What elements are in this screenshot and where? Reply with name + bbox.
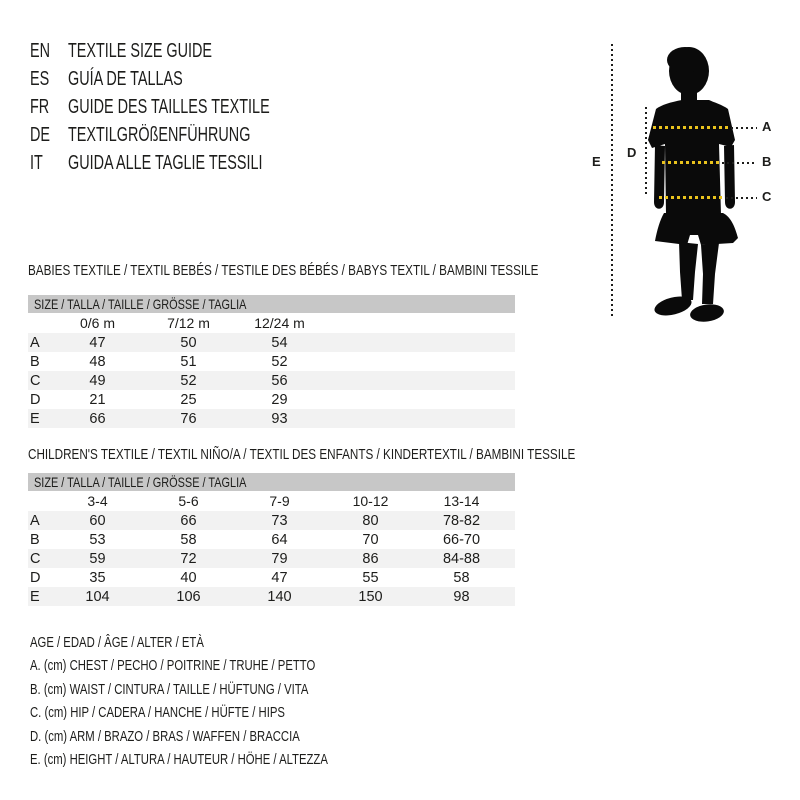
size-value-cell: 58 xyxy=(180,531,197,548)
size-value-cell: 140 xyxy=(267,588,292,605)
size-value-cell: 150 xyxy=(358,588,383,605)
child-silhouette-image xyxy=(635,42,745,322)
babies-size-table xyxy=(28,295,515,428)
size-value-cell: 76 xyxy=(180,410,197,427)
size-value-cell: 54 xyxy=(271,334,288,351)
lang-code: IT xyxy=(30,151,43,174)
size-value-cell: 79 xyxy=(271,550,288,567)
measure-label-e: E xyxy=(592,154,601,169)
arm-measure-line-d xyxy=(645,107,647,195)
babies-size-header-bar xyxy=(28,295,515,313)
size-value-cell: 52 xyxy=(271,353,288,370)
size-header-label: SIZE / TALLA / TAILLE / GRÖSSE / TAGLIA xyxy=(34,474,247,490)
legend-waist: B. (cm) WAIST / CINTURA / TAILLE / HÜFTUNG / VITA xyxy=(30,681,309,698)
chest-measure-line-a xyxy=(653,126,729,129)
size-value-cell: 106 xyxy=(176,588,201,605)
size-value-cell: 48 xyxy=(89,353,106,370)
size-value-cell: 59 xyxy=(89,550,106,567)
children-section-title: CHILDREN'S TEXTILE / TEXTIL NIÑO/A / TEXTIL DES ENFANTS / KINDERTEXTIL / BAMBINI TESSILE xyxy=(28,446,576,463)
size-value-cell: 60 xyxy=(89,512,106,529)
children-column-header: 7-9 xyxy=(269,493,290,509)
chest-leader-line-a xyxy=(731,127,757,129)
babies-column-header: 7/12 m xyxy=(167,315,210,331)
row-label: C xyxy=(30,550,41,567)
size-value-cell: 51 xyxy=(180,353,197,370)
size-value-cell: 49 xyxy=(89,372,106,389)
babies-row-E xyxy=(28,409,515,428)
size-value-cell: 86 xyxy=(362,550,379,567)
lang-code: EN xyxy=(30,39,51,62)
children-column-header: 10-12 xyxy=(352,493,389,509)
children-size-table xyxy=(28,473,515,606)
legend-age: AGE / EDAD / ÂGE / ALTER / ETÀ xyxy=(30,634,204,651)
size-value-cell: 64 xyxy=(271,531,288,548)
measurement-figure xyxy=(0,0,800,340)
waist-measure-line-b xyxy=(662,161,719,164)
size-value-cell: 58 xyxy=(453,569,470,586)
babies-row-D xyxy=(28,390,515,409)
children-size-header-bar xyxy=(28,473,515,491)
guide-title-de: TEXTILGRÖßENFÜHRUNG xyxy=(68,123,251,146)
row-label: A xyxy=(30,512,40,529)
size-header-label: SIZE / TALLA / TAILLE / GRÖSSE / TAGLIA xyxy=(34,296,247,312)
row-label: D xyxy=(30,391,41,408)
size-value-cell: 66 xyxy=(89,410,106,427)
babies-row-A xyxy=(28,333,515,352)
babies-section-title: BABIES TEXTILE / TEXTIL BEBÉS / TESTILE DES BÉBÉS / BABYS TEXTIL / BAMBINI TESSILE xyxy=(28,262,539,279)
size-value-cell: 47 xyxy=(89,334,106,351)
hip-leader-line-c xyxy=(726,197,757,199)
size-value-cell: 72 xyxy=(180,550,197,567)
babies-row-B xyxy=(28,352,515,371)
row-label: B xyxy=(30,353,40,370)
guide-title-it: GUIDA ALLE TAGLIE TESSILI xyxy=(68,151,263,174)
size-value-cell: 47 xyxy=(271,569,288,586)
size-value-cell: 52 xyxy=(180,372,197,389)
size-value-cell: 50 xyxy=(180,334,197,351)
lang-code: DE xyxy=(30,123,51,146)
babies-column-header: 0/6 m xyxy=(79,315,115,331)
size-value-cell: 66-70 xyxy=(442,531,481,548)
children-column-header: 5-6 xyxy=(178,493,199,509)
size-value-cell: 73 xyxy=(271,512,288,529)
row-label: D xyxy=(30,569,41,586)
size-value-cell: 80 xyxy=(362,512,379,529)
lang-code: FR xyxy=(30,95,50,118)
size-value-cell: 53 xyxy=(89,531,106,548)
size-value-cell: 25 xyxy=(180,391,197,408)
children-row-E xyxy=(28,587,515,606)
row-label: B xyxy=(30,531,40,548)
lang-code: ES xyxy=(30,67,50,90)
size-value-cell: 35 xyxy=(89,569,106,586)
size-value-cell: 40 xyxy=(180,569,197,586)
babies-row-C xyxy=(28,371,515,390)
children-row-C xyxy=(28,549,515,568)
size-value-cell: 55 xyxy=(362,569,379,586)
row-label: E xyxy=(30,588,40,605)
size-value-cell: 93 xyxy=(271,410,288,427)
size-value-cell: 66 xyxy=(180,512,197,529)
measurement-legend xyxy=(30,631,412,772)
guide-title-en: TEXTILE SIZE GUIDE xyxy=(68,39,213,62)
legend-arm: D. (cm) ARM / BRAZO / BRAS / WAFFEN / BRACCIA xyxy=(30,728,300,745)
children-row-D xyxy=(28,568,515,587)
legend-height: E. (cm) HEIGHT / ALTURA / HAUTEUR / HÖHE / ALTEZZA xyxy=(30,752,328,769)
size-value-cell: 70 xyxy=(362,531,379,548)
measure-label-d: D xyxy=(627,145,637,160)
children-column-header: 13-14 xyxy=(443,493,480,509)
babies-column-headers xyxy=(52,313,515,333)
size-value-cell: 78-82 xyxy=(442,512,481,529)
size-value-cell: 98 xyxy=(453,588,470,605)
size-value-cell: 56 xyxy=(271,372,288,389)
children-rows xyxy=(28,511,515,606)
measure-label-a: A xyxy=(762,119,772,134)
hip-measure-line-c xyxy=(659,196,723,199)
children-row-A xyxy=(28,511,515,530)
guide-title-fr: GUIDE DES TAILLES TEXTILE xyxy=(68,95,270,118)
measure-label-b: B xyxy=(762,154,772,169)
babies-column-header: 12/24 m xyxy=(254,315,305,331)
row-label: E xyxy=(30,410,40,427)
children-column-header: 3-4 xyxy=(87,493,108,509)
size-value-cell: 21 xyxy=(89,391,106,408)
size-value-cell: 29 xyxy=(271,391,288,408)
legend-chest: A. (cm) CHEST / PECHO / POITRINE / TRUHE / PETTO xyxy=(30,658,316,675)
size-value-cell: 84-88 xyxy=(442,550,481,567)
measure-label-c: C xyxy=(762,189,772,204)
size-value-cell: 104 xyxy=(85,588,110,605)
children-column-headers xyxy=(52,491,515,511)
guide-title-es: GUÍA DE TALLAS xyxy=(68,67,183,90)
babies-rows xyxy=(28,333,515,428)
waist-leader-line-b xyxy=(722,162,757,164)
row-label: C xyxy=(30,372,41,389)
children-row-B xyxy=(28,530,515,549)
legend-hip: C. (cm) HIP / CADERA / HANCHE / HÜFTE / HIPS xyxy=(30,705,285,722)
row-label: A xyxy=(30,334,40,351)
